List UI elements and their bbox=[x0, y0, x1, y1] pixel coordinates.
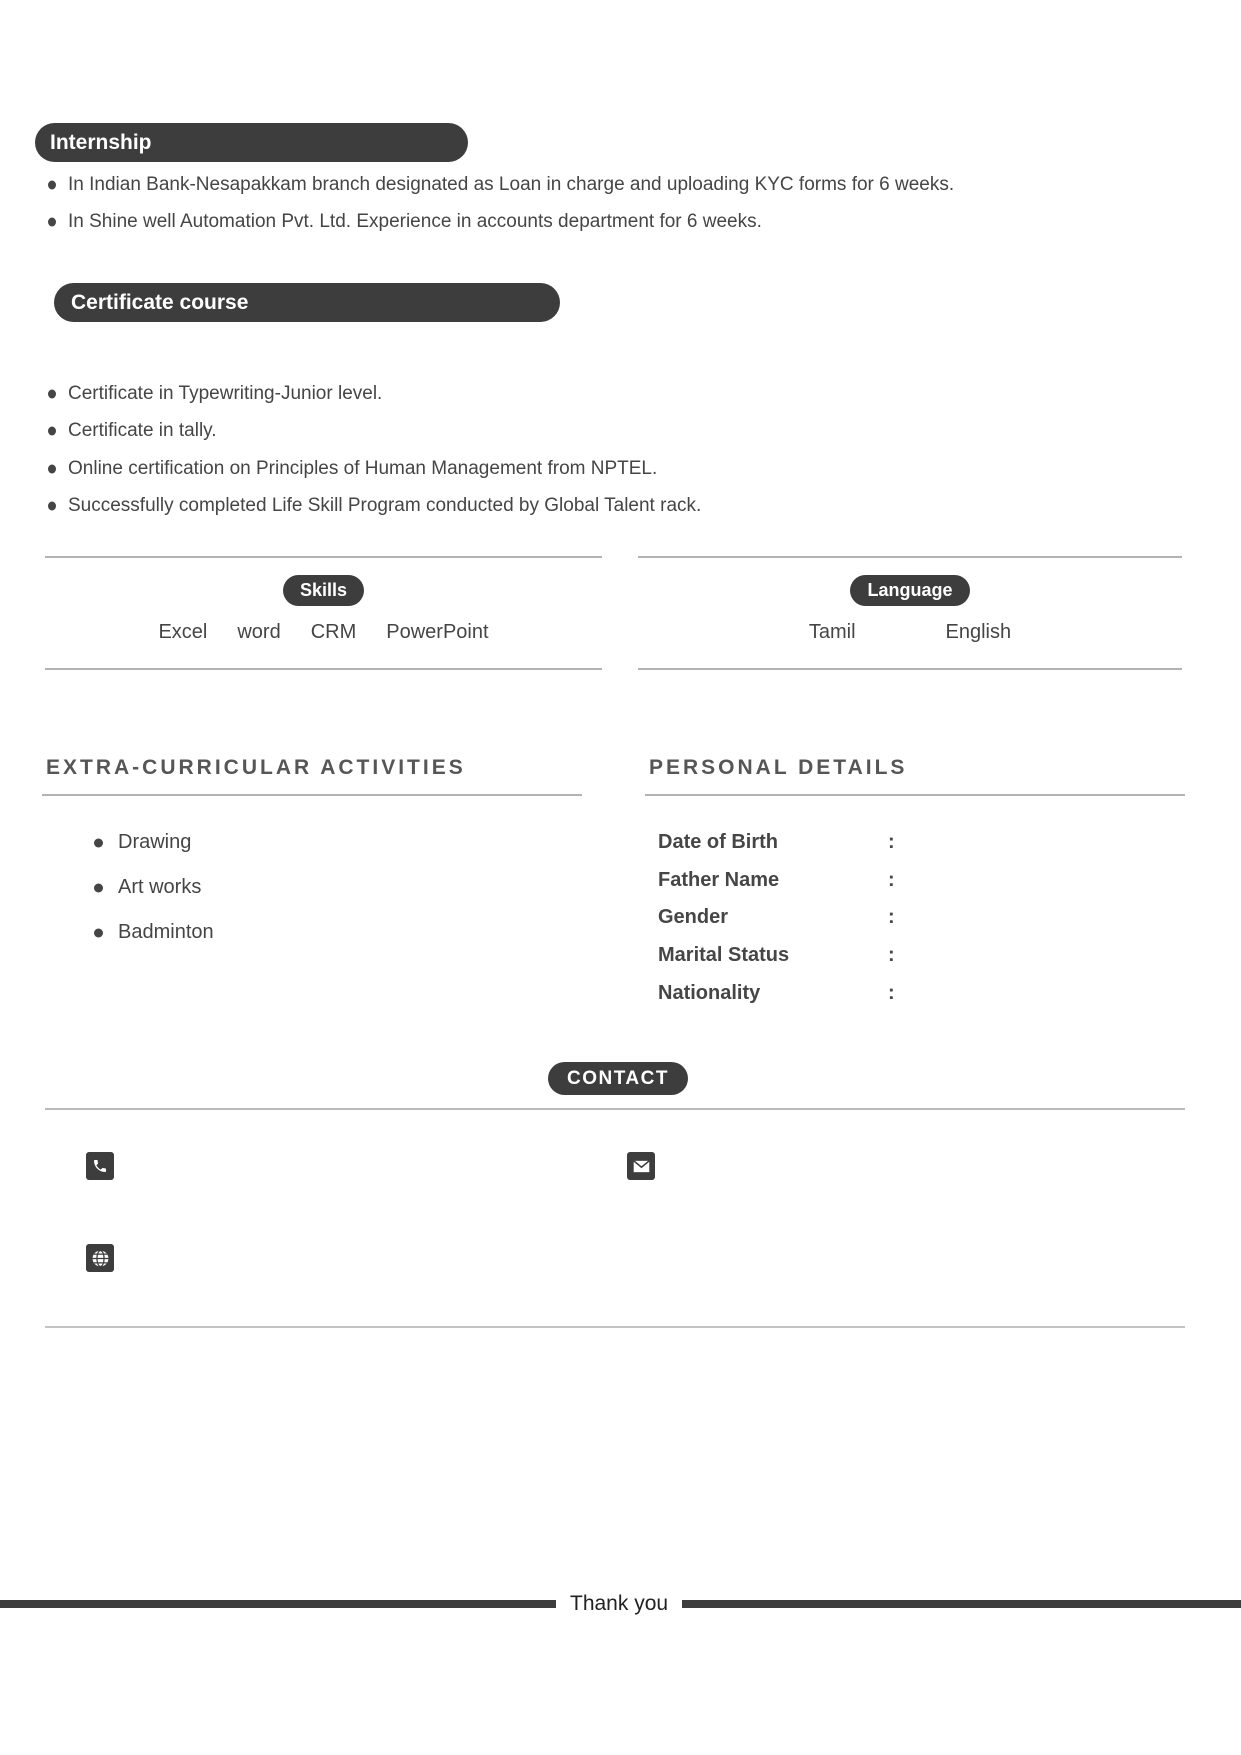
personal-detail-row bbox=[658, 899, 1185, 937]
language-title: Language bbox=[867, 580, 953, 600]
list-item: Certificate in tally. bbox=[44, 413, 1044, 451]
footer-rule-right bbox=[682, 1600, 1241, 1608]
certificate-section-header bbox=[54, 283, 560, 322]
internship-section-header bbox=[35, 123, 468, 162]
detail-colon: : bbox=[888, 944, 895, 967]
activities-section-title: EXTRA-CURRICULAR ACTIVITIES bbox=[42, 750, 582, 796]
activities-section bbox=[42, 750, 582, 796]
detail-label: Marital Status bbox=[658, 944, 790, 967]
activities-list bbox=[88, 820, 508, 955]
personal-detail-row bbox=[658, 974, 1185, 1012]
detail-label: Father Name bbox=[658, 868, 780, 891]
skills-title: Skills bbox=[299, 580, 348, 600]
list-item: Certificate in Typewriting-Junior level. bbox=[44, 375, 1044, 413]
internship-list bbox=[44, 166, 1204, 241]
skill-item: CRM bbox=[310, 621, 357, 643]
language-item: Tamil bbox=[808, 621, 856, 643]
certificate-title: Certificate course bbox=[71, 290, 249, 314]
detail-label: Gender bbox=[658, 906, 729, 929]
language-list bbox=[809, 621, 1011, 644]
contact-section-header bbox=[548, 1062, 688, 1095]
language-item: English bbox=[945, 621, 1012, 643]
language-section-header bbox=[850, 575, 969, 606]
list-item: Drawing bbox=[88, 820, 508, 865]
skills-list bbox=[158, 621, 488, 644]
footer-rule-left bbox=[0, 1600, 556, 1608]
list-item: Successfully completed Life Skill Program conducted by Global Talent rack. bbox=[44, 488, 1044, 526]
detail-label: Nationality bbox=[658, 981, 761, 1004]
detail-colon: : bbox=[888, 868, 895, 891]
list-item: Badminton bbox=[88, 910, 508, 955]
skills-section bbox=[45, 556, 602, 670]
certificate-list bbox=[44, 375, 1044, 525]
personal-details-title: PERSONAL DETAILS bbox=[645, 750, 1185, 796]
phone-icon bbox=[86, 1152, 114, 1180]
list-item: Art works bbox=[88, 865, 508, 910]
internship-title: Internship bbox=[50, 130, 152, 154]
list-item: In Indian Bank-Nesapakkam branch designated as Loan in charge and uploading KYC forms for 6 weeks. bbox=[44, 166, 1204, 204]
personal-details-section bbox=[645, 750, 1185, 1012]
footer bbox=[0, 1592, 1241, 1616]
skill-item: word bbox=[237, 621, 281, 643]
skills-section-header bbox=[283, 575, 364, 606]
detail-colon: : bbox=[888, 981, 895, 1004]
list-item: Online certification on Principles of Human Management from NPTEL. bbox=[44, 450, 1044, 488]
detail-colon: : bbox=[888, 831, 895, 854]
detail-label: Date of Birth bbox=[658, 831, 778, 854]
footer-text: Thank you bbox=[570, 1592, 669, 1615]
skill-item: PowerPoint bbox=[386, 621, 489, 643]
contact-divider bbox=[45, 1108, 1185, 1110]
language-section bbox=[638, 556, 1182, 670]
personal-detail-row bbox=[658, 862, 1185, 900]
personal-details-rows bbox=[645, 824, 1185, 1012]
email-icon bbox=[627, 1152, 655, 1180]
detail-colon: : bbox=[888, 906, 895, 929]
bottom-divider bbox=[45, 1326, 1185, 1328]
contact-title: CONTACT bbox=[567, 1067, 669, 1089]
globe-icon bbox=[86, 1244, 114, 1272]
personal-detail-row bbox=[658, 937, 1185, 975]
personal-detail-row bbox=[658, 824, 1185, 862]
skill-item: Excel bbox=[158, 621, 208, 643]
list-item: In Shine well Automation Pvt. Ltd. Experience in accounts department for 6 weeks. bbox=[44, 204, 1204, 242]
